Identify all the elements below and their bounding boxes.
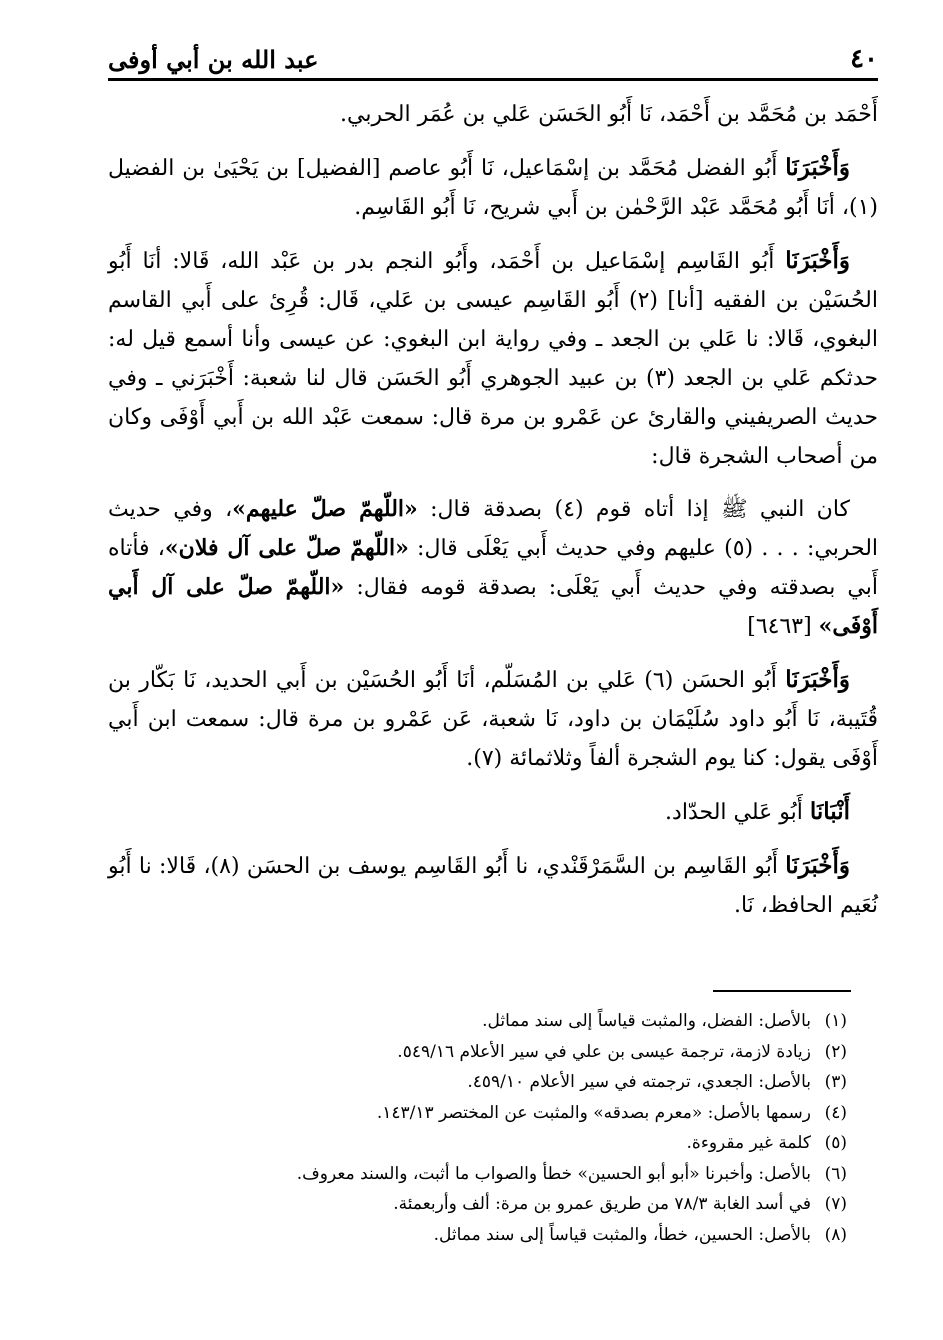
footnote xyxy=(108,1067,847,1098)
footnotes xyxy=(108,1006,847,1250)
isnad-keyword: وَأَخْبَرَنَا xyxy=(785,154,850,181)
main-text xyxy=(108,95,878,939)
paragraph-2 xyxy=(108,148,878,227)
paragraph-5 xyxy=(108,660,878,778)
footnote-text: بالأصل: الفضل، والمثبت قياساً إلى سند مماثل. xyxy=(482,1011,811,1031)
isnad-keyword: وَأَخْبَرَنَا xyxy=(785,666,850,693)
footnote-text: في أسد الغابة ٧٨/٣ من طريق عمرو بن مرة: ألف وأربعمئة. xyxy=(393,1194,811,1214)
footnote-number: (٧) xyxy=(824,1194,847,1214)
paragraph-text: أَحْمَد بن مُحَمَّد بن أَحْمَد، نَا أَبُو الحَسَن عَلي بن عُمَر الحربي. xyxy=(339,102,878,127)
page-header xyxy=(108,38,878,81)
isnad-keyword: وَأَخْبَرَنَا xyxy=(785,852,850,879)
paragraph-4 xyxy=(108,490,878,646)
footnote xyxy=(108,1220,847,1251)
hadith-quote: «اللّهمّ صلّ عليهم» xyxy=(232,496,418,522)
paragraph-1 xyxy=(108,95,878,134)
footnote xyxy=(108,1098,847,1129)
footnote xyxy=(108,1037,847,1068)
footnote-number: (٨) xyxy=(824,1224,847,1245)
footnote xyxy=(108,1006,847,1037)
paragraph-text: ، وفي حديث الحربي: . . . (٥) عليهم وفي حديث أَبي يَعْلَى قال: xyxy=(108,497,879,561)
isnad-keyword: وَأَخْبَرَنَا xyxy=(785,247,850,274)
paragraph-text: أَبُو القَاسِم إسْمَاعيل بن أَحْمَد، وأَبُو النجم بدر بن عَبْد الله، قَالا: أنَا أَبُو الحُسَيْن بن الفقيه [أنا] (٢) أَبُو القَاسِم عيسى بن عَلي، قَال: قُرِئ على أَبي القاسم البغوي، قَالا: نا عَلي بن الجعد ـ وفي رواية ابن البغوي: عن عيسى وأنا أسمع قيل له: حدثكم عَلي بن الجعد (٣) بن عبيد الجوهري أَبُو الحَسَن قال لنا شعبة: أَخْبَرَني ـ وفي حديث الصريفيني والقارئ عن عَمْرو بن مرة قال: سمعت عَبْد الله بن أَبي أَوْفَى وكان من أصحاب الشجرة قال: xyxy=(108,249,878,469)
paragraph-3 xyxy=(108,241,878,476)
footnote-text: بالأصل: وأخبرنا «أبو أبو الحسين» خطأ والصواب ما أثبت، والسند معروف. xyxy=(296,1163,811,1184)
footnote-text: زيادة لازمة، ترجمة عيسى بن علي في سير الأعلام ٥٤٩/١٦. xyxy=(397,1041,811,1062)
footnote xyxy=(108,1128,847,1159)
paragraph-7 xyxy=(108,846,878,925)
hadith-quote: «اللّهمّ صلّ على آل أَبي أَوْفَى» xyxy=(108,574,878,639)
paragraph-text: أَبُو القَاسِم بن السَّمَرْقَنْدي، نا أَبُو القَاسِم يوسف بن الحسَن (٨)، قَالا: نا أَبُو نُعَيم الحافظ، نَا. xyxy=(108,854,878,918)
paragraph-text: أَبُو الحسَن (٦) عَلي بن المُسَلّم، أنَا أَبُو الحُسَيْن بن أَبي الحديد، نَا بَكّار بن قُتَيبة، نَا أَبُو داود سُلَيْمَان بن داود، نَا شعبة، عَن عَمْرو بن مرة قال: سمعت ابن أَبي أَوْفَى يقول: كنا يوم الشجرة ألفاً وثلاثمائة (٧). xyxy=(108,668,878,771)
footnote-number: (٣) xyxy=(824,1072,847,1092)
paragraph-text: أَبُو عَلي الحدّاد. xyxy=(665,800,810,825)
hadith-quote: «اللّهمّ صلّ على آل فلان» xyxy=(164,535,409,561)
footnote-separator xyxy=(713,990,851,992)
footnote-text: بالأصل: الجعدي، ترجمته في سير الأعلام ٤٥٩/١٠. xyxy=(467,1072,811,1092)
footnote-text: كلمة غير مقروءة. xyxy=(686,1133,811,1153)
footnote-number: (٢) xyxy=(824,1041,847,1062)
paragraph-text: أَبُو الفضل مُحَمَّد بن إسْمَاعيل، نَا أَبُو عاصم [الفضيل] بن يَحْيَىٰ بن الفضيل (١)، أنَا أَبُو مُحَمَّد عَبْد الرَّحْمٰن بن أَبي شريح، نَا أَبُو القَاسِم. xyxy=(108,156,878,220)
isnad-keyword: أَنْبَانَا xyxy=(809,798,850,825)
paragraph-6 xyxy=(108,792,878,832)
hadith-number: [٦٤٦٣] xyxy=(747,614,819,639)
footnote-number: (١) xyxy=(824,1011,847,1031)
paragraph-text: كان النبي ﷺ إذا أتاه قوم (٤) بصدقة قال: xyxy=(417,497,851,522)
footnote-number: (٥) xyxy=(824,1133,847,1153)
paragraph-text: ، فأتاه أَبي بصدقته وفي حديث أَبي يَعْلَى: بصدقة قومه فقال: xyxy=(108,536,879,600)
footnote-number: (٤) xyxy=(824,1102,847,1123)
footnote-number: (٦) xyxy=(824,1163,847,1184)
footnote xyxy=(108,1189,847,1220)
footnote-text: بالأصل: الحسين، خطأ، والمثبت قياساً إلى سند مماثل. xyxy=(433,1224,811,1245)
footnote-text: رسمها بالأصل: «معرم بصدقه» والمثبت عن المختصر ١٤٣/١٣. xyxy=(376,1102,811,1123)
footnote xyxy=(108,1159,847,1190)
running-title: عبد الله بن أبي أوفى xyxy=(108,45,319,74)
page-number: ٤٠ xyxy=(850,44,878,74)
